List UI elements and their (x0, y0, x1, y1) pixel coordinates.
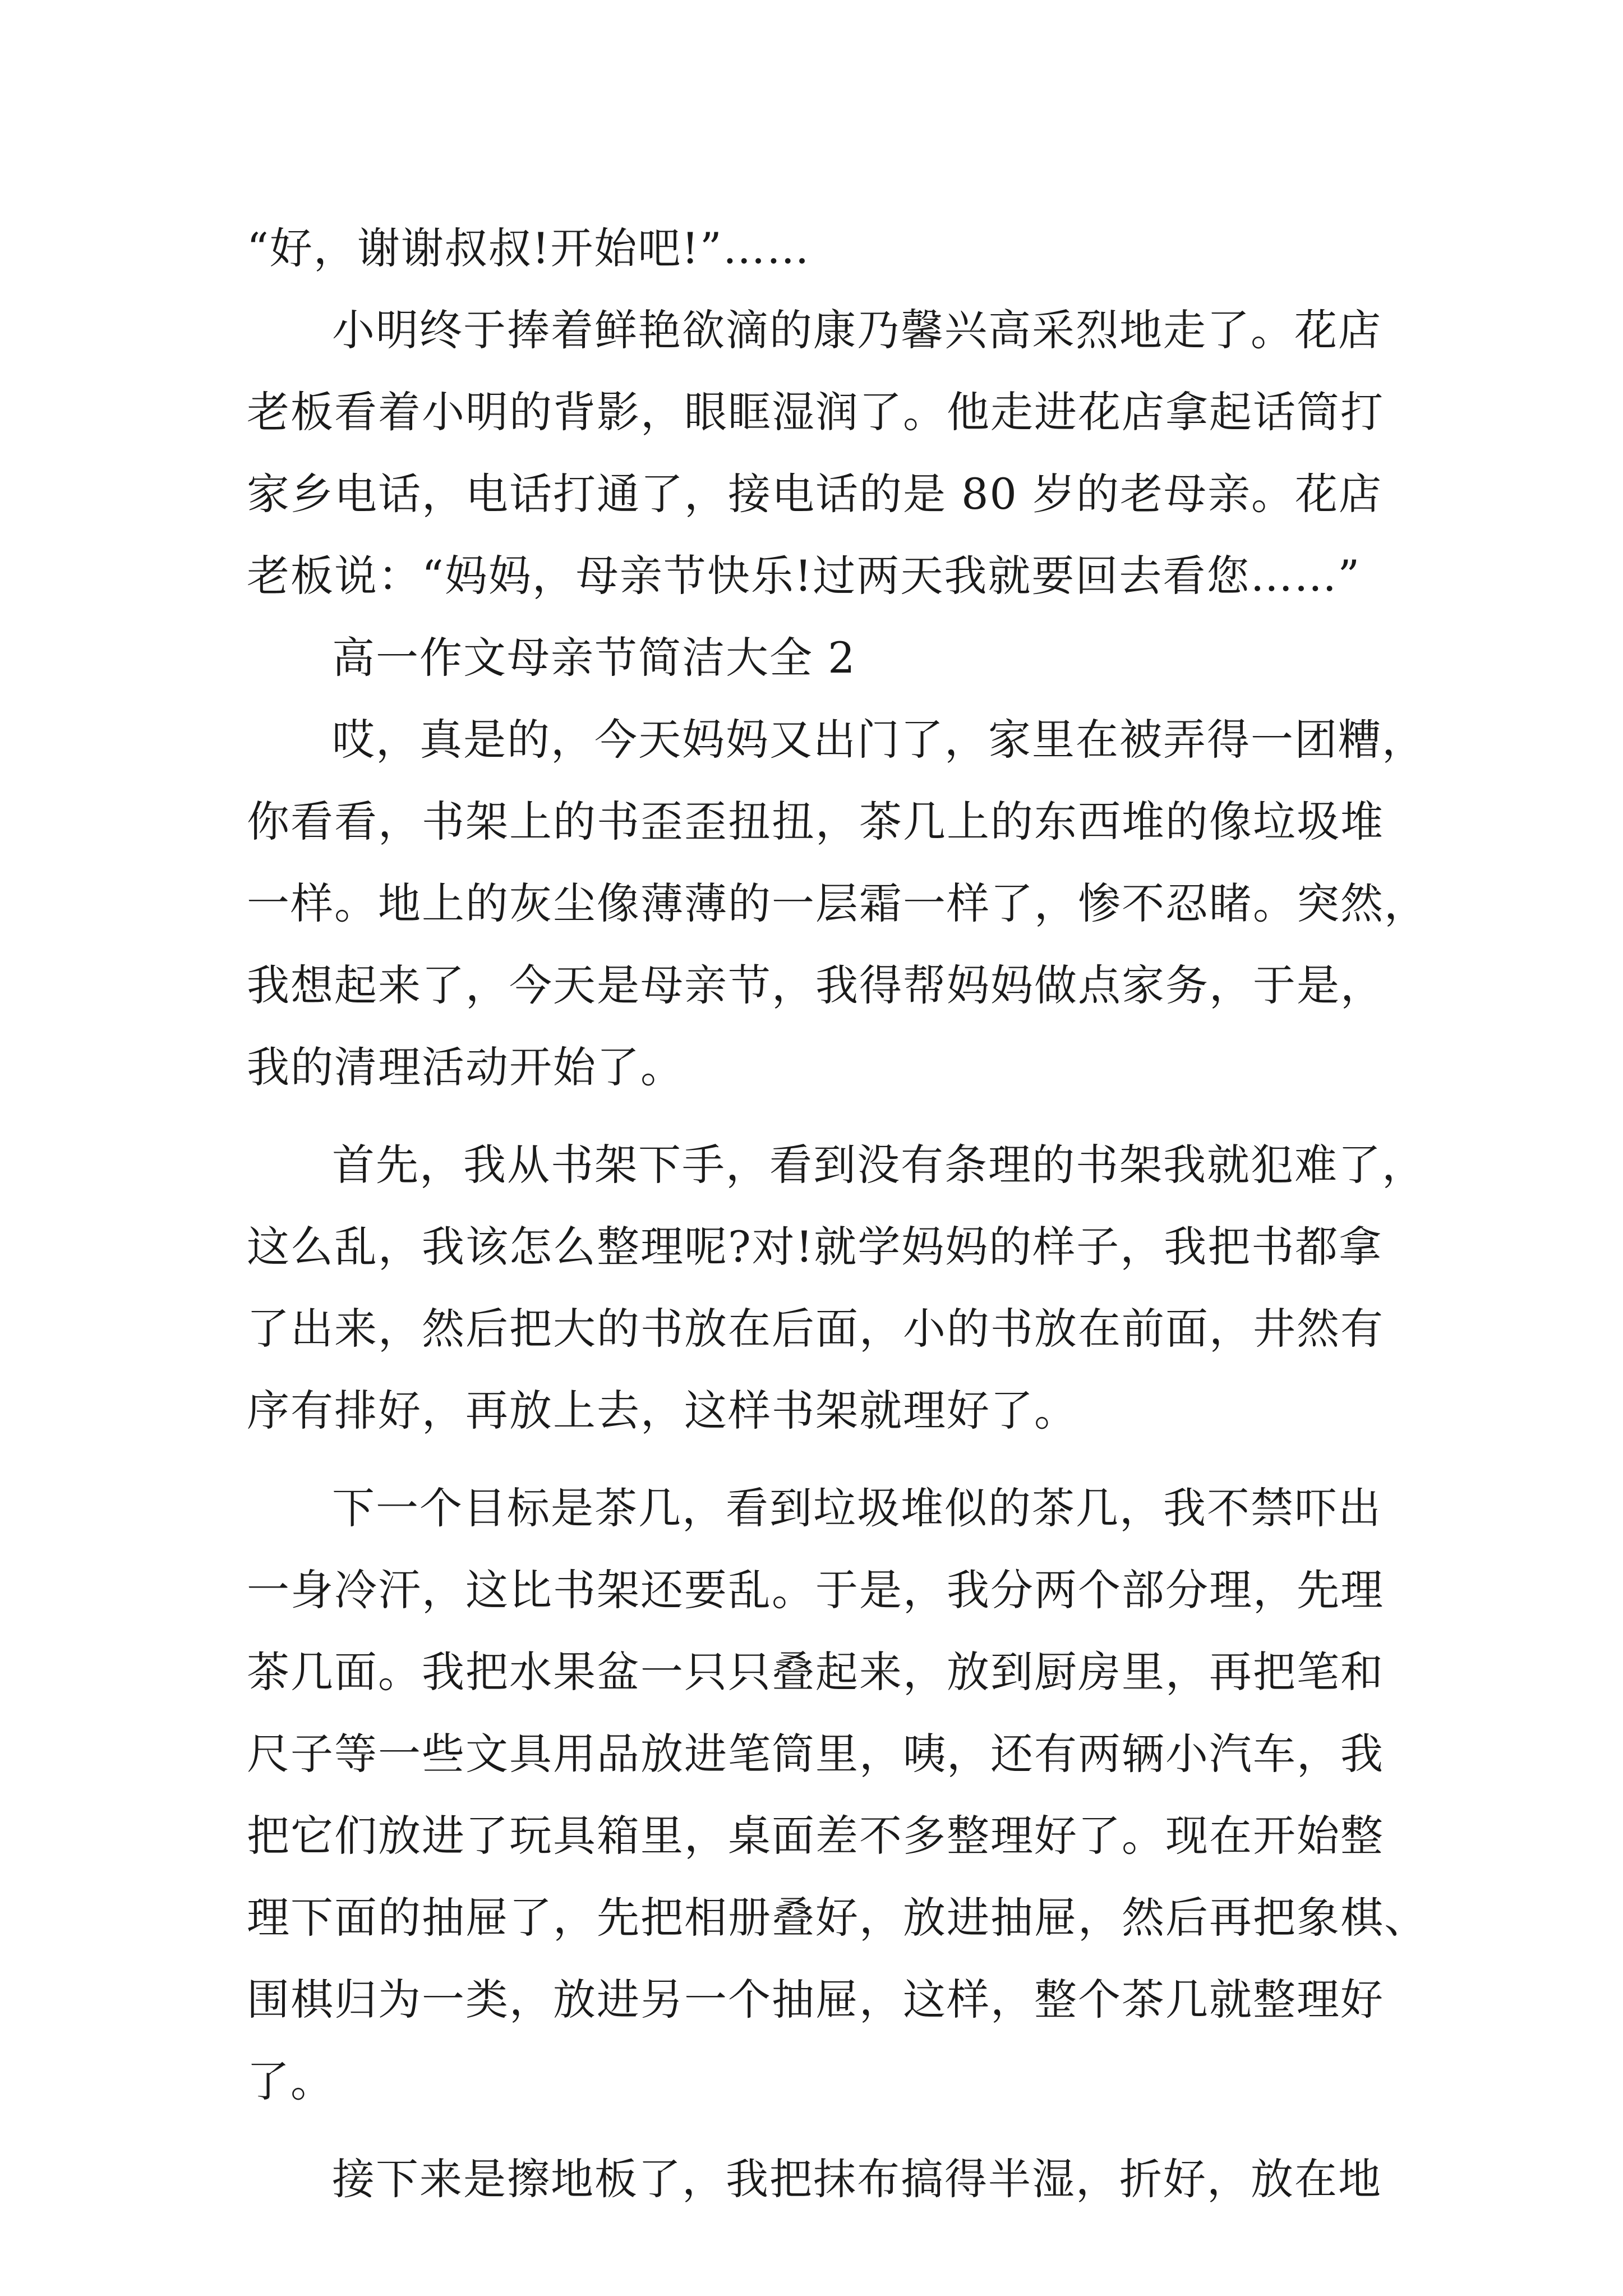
text-line: 围棋归为一类，放进另一个抽屉，这样，整个茶几就整理好 (247, 1975, 1384, 2024)
text-line: 序有排好，再放上去，这样书架就理好了。 (247, 1386, 1078, 1435)
text-line: 哎，真是的，今天妈妈又出门了，家里在被弄得一团糟， (332, 715, 1426, 765)
text-line: 了。 (247, 2056, 334, 2106)
text-line: 老板说：“妈妈，母亲节快乐!过两天我就要回去看您……” (247, 551, 1361, 601)
text-line: 一身冷汗，这比书架还要乱。于是，我分两个部分理，先理 (247, 1565, 1384, 1615)
text-line: “好，谢谢叔叔!开始吧!”…… (247, 223, 810, 273)
text-line: 我想起来了，今天是母亲节，我得帮妈妈做点家务，于是， (247, 960, 1384, 1010)
section-heading: 高一作文母亲节简洁大全 2 (332, 633, 856, 683)
text-line: 下一个目标是茶几，看到垃圾堆似的茶几，我不禁吓出 (332, 1483, 1382, 1533)
document-body (247, 208, 1428, 2220)
text-line: 了出来，然后把大的书放在后面，小的书放在前面，井然有 (247, 1304, 1384, 1354)
text-line: 你看看，书架上的书歪歪扭扭，茶几上的东西堆的像垃圾堆 (247, 797, 1384, 846)
text-line: 把它们放进了玩具箱里，桌面差不多整理好了。现在开始整 (247, 1811, 1384, 1861)
text-line: 理下面的抽屉了，先把相册叠好，放进抽屉，然后再把象棋、 (247, 1893, 1428, 1943)
text-line: 这么乱，我该怎么整理呢?对!就学妈妈的样子，我把书都拿 (247, 1222, 1383, 1272)
text-line: 接下来是擦地板了，我把抹布搞得半湿，折好，放在地 (332, 2154, 1382, 2204)
text-line: 尺子等一些文具用品放进笔筒里，咦，还有两辆小汽车，我 (247, 1729, 1384, 1779)
text-line: 一样。地上的灰尘像薄薄的一层霜一样了，惨不忍睹。突然， (247, 878, 1428, 928)
text-line: 首先，我从书架下手，看到没有条理的书架我就犯难了， (332, 1140, 1426, 1190)
text-line: 茶几面。我把水果盆一只只叠起来，放到厨房里，再把笔和 (247, 1647, 1384, 1697)
text-line: 我的清理活动开始了。 (247, 1042, 684, 1092)
text-line: 家乡电话，电话打通了，接电话的是 80 岁的老母亲。花店 (247, 469, 1383, 519)
text-line: 小明终于捧着鲜艳欲滴的康乃馨兴高采烈地走了。花店 (332, 305, 1382, 355)
text-line: 老板看着小明的背影，眼眶湿润了。他走进花店拿起话筒打 (247, 387, 1384, 437)
